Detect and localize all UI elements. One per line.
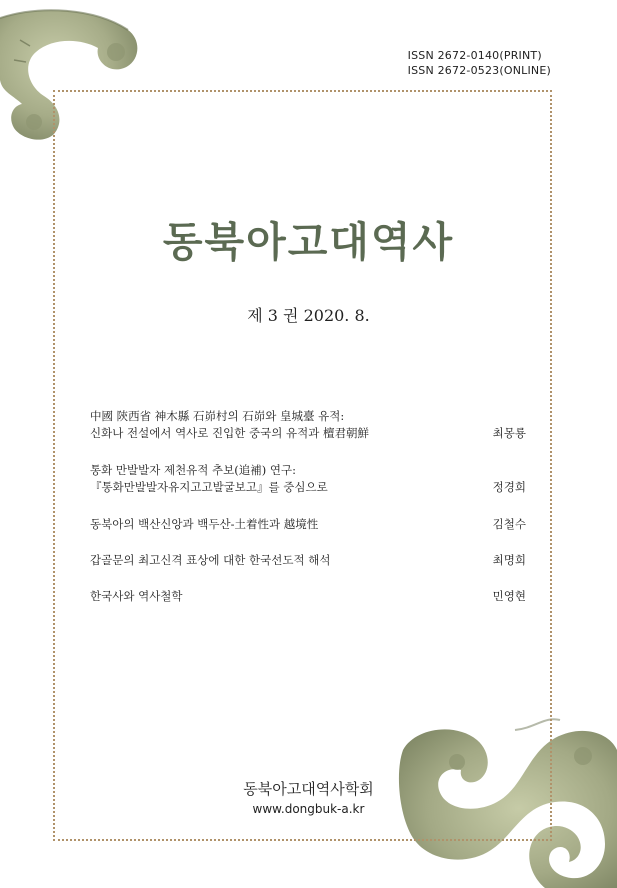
toc-entry [90,462,526,496]
issn-print: ISSN 2672-0140(PRINT) [407,49,542,62]
journal-title: 동북아고대역사 [162,218,455,266]
toc-entry [90,408,526,442]
toc-entry-author: 김철수 [492,517,526,531]
issn-online: ISSN 2672-0523(ONLINE) [407,64,551,77]
issn-block [408,48,551,78]
publisher-url: www.dongbuk-a.kr [252,802,365,816]
toc-entry-title-line: 동북아의 백산신앙과 백두산-土着性과 越境性 [90,517,319,531]
toc-entry-title-line: 한국사와 역사철학 [90,589,183,603]
toc-entry-title-line: 갑골문의 최고신격 표상에 대한 한국선도적 해석 [90,553,331,567]
toc-entry-author: 민영현 [492,589,526,603]
toc-entry-author: 최몽룡 [492,426,526,440]
toc-entry [90,588,526,605]
toc-entry-title-line: 신화나 전설에서 역사로 진입한 중국의 유적과 檀君朝鮮 [90,426,370,440]
publisher-name: 동북아고대역사학회 [243,780,374,798]
toc-entry-title-line: 中國 陝西省 神木縣 石峁村의 石峁와 皇城臺 유적: [90,409,345,423]
toc-entry-author: 정경희 [492,480,526,494]
toc-entry-author: 최명희 [492,553,526,567]
toc-entry [90,516,526,533]
toc-entry-title-line: 『통화만발발자유지고고발굴보고』를 중심으로 [90,480,328,494]
toc-entry [90,552,526,569]
issue-number: 제 3 권 2020. 8. [247,306,370,325]
toc-entry-title-line: 통화 만발발자 제천유적 추보(追補) 연구: [90,463,296,477]
